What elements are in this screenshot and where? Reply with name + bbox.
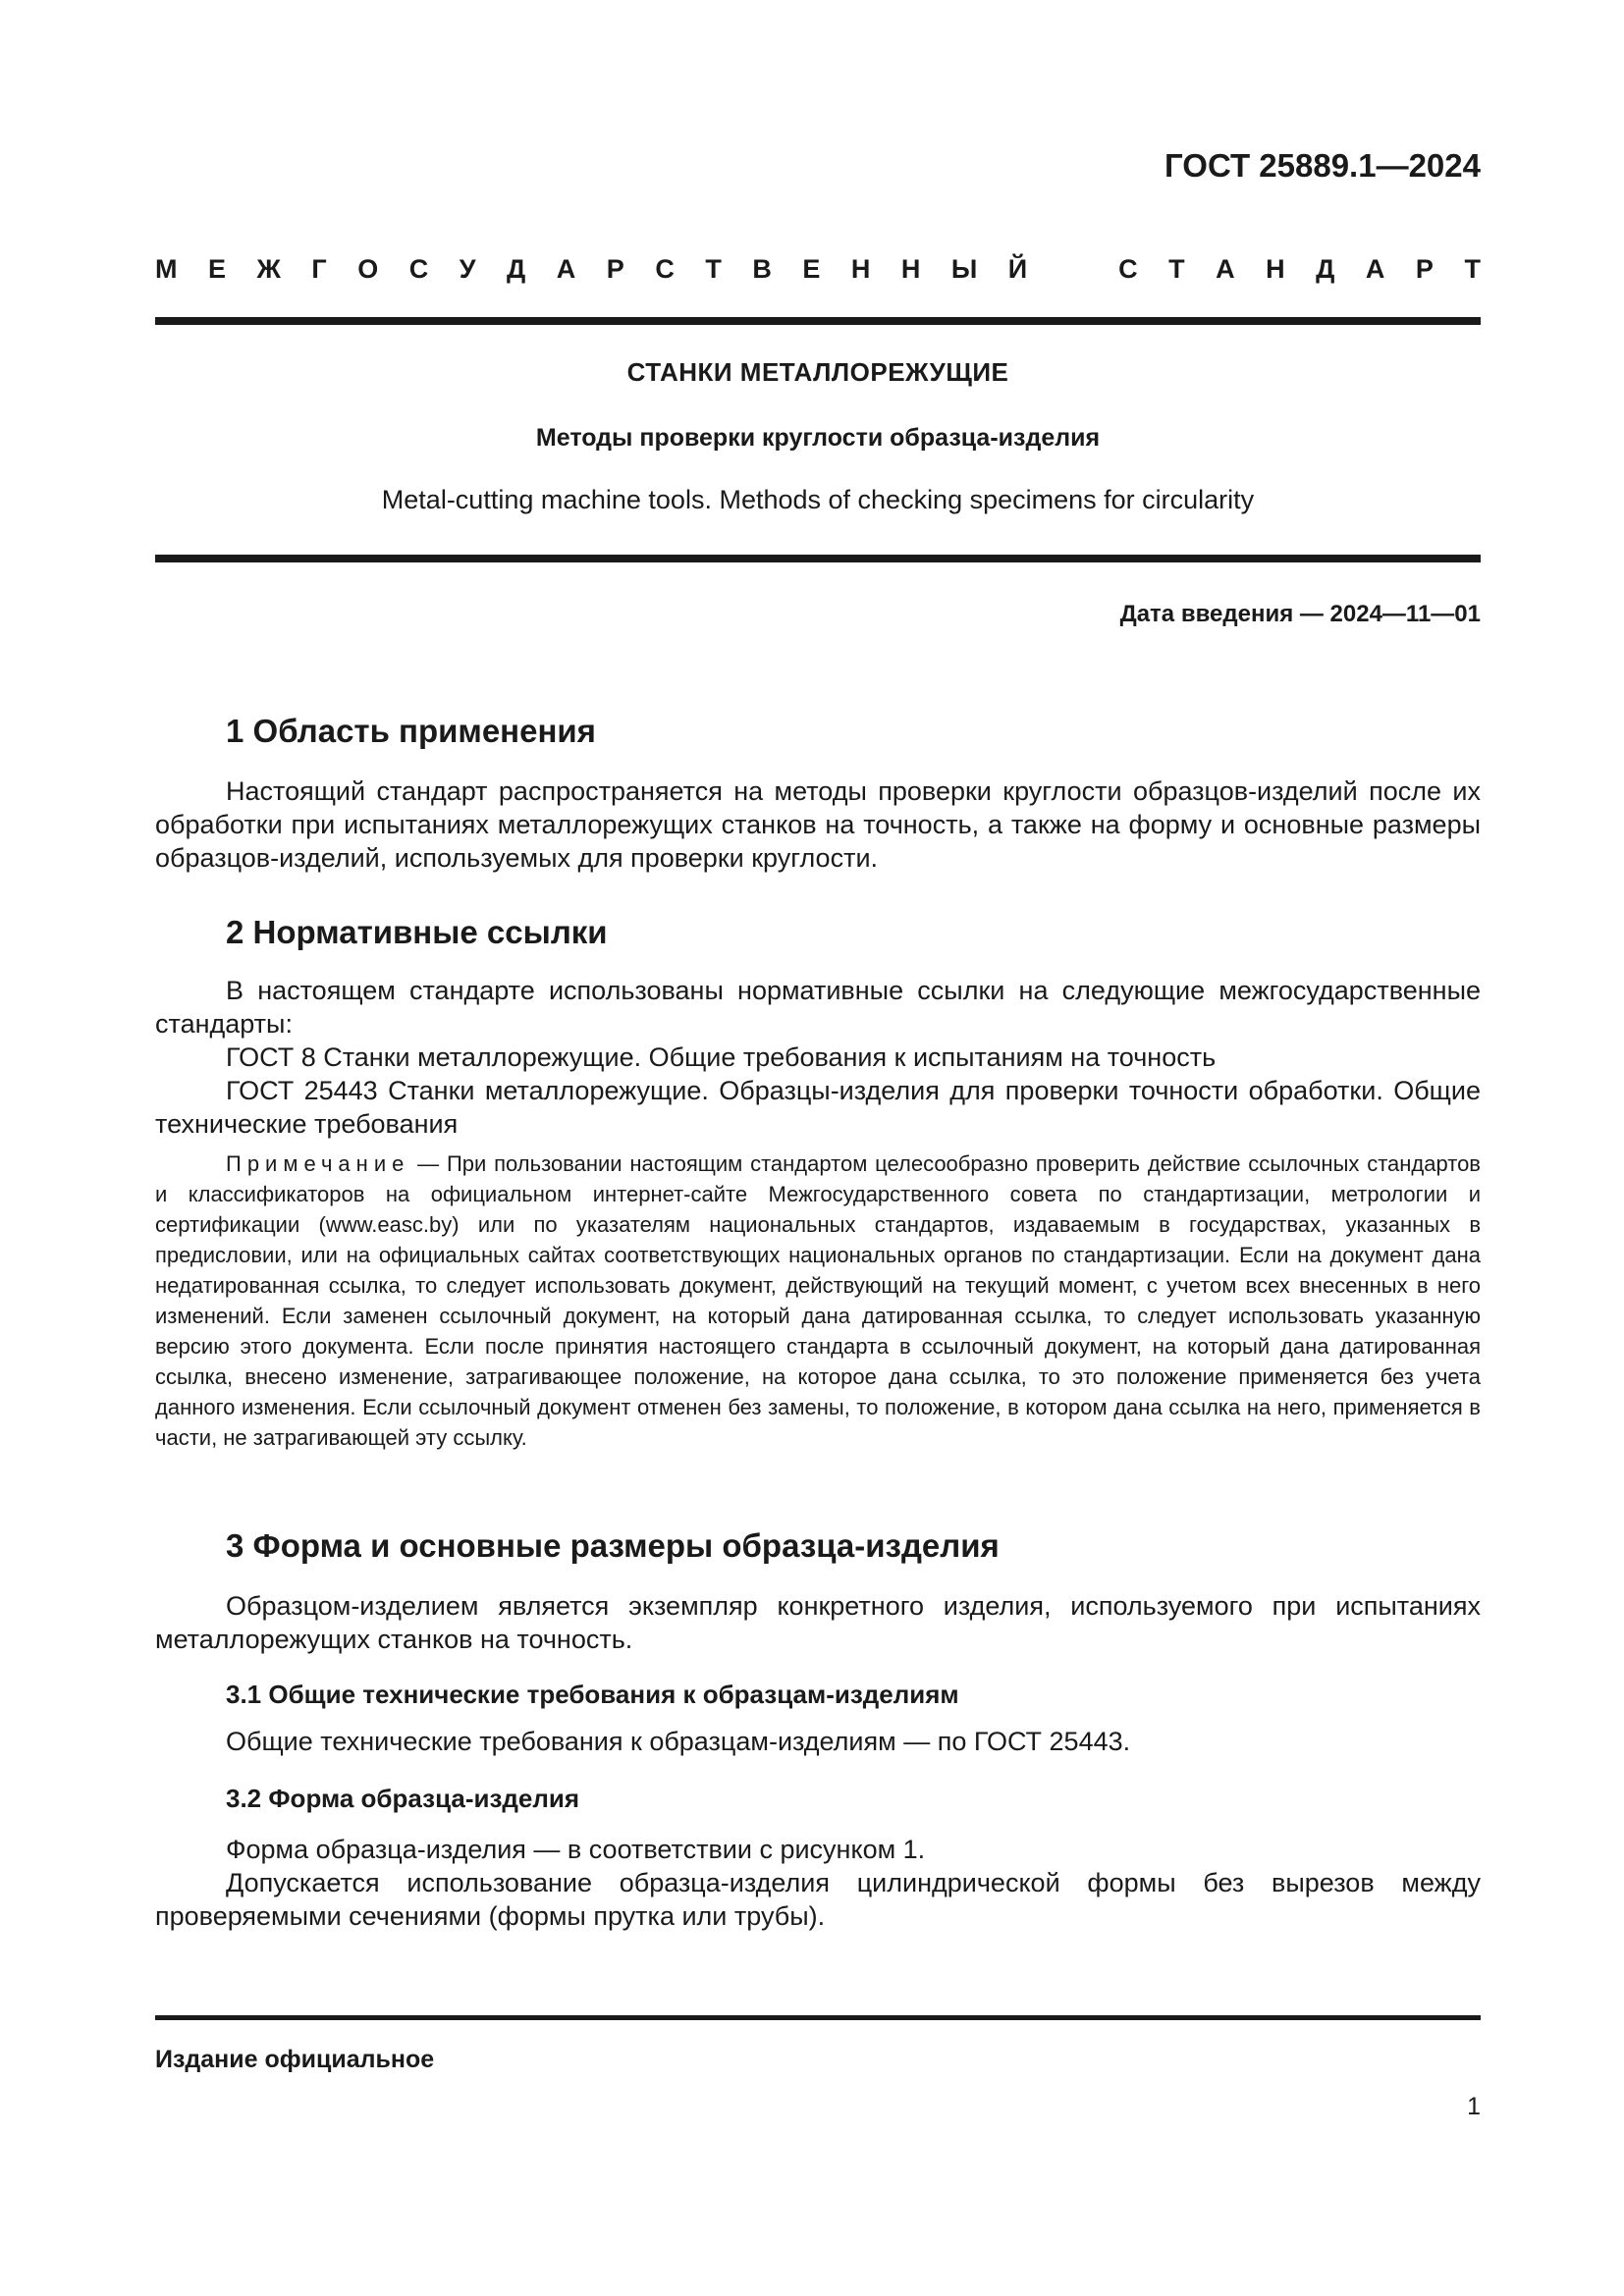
subsection-3-2-paragraph-2: Допускается использование образца-изделия цилиндрической формы без вырезов между проверяемыми сечениями (формы прутка или трубы). [155, 1868, 1481, 1931]
reference-gost-8: ГОСТ 8 Станки металлорежущие. Общие требования к испытаниям на точность [226, 1042, 1217, 1072]
document-title: СТАНКИ МЕТАЛЛОРЕЖУЩИЕ [626, 357, 1009, 387]
banner-letter: А [556, 254, 576, 284]
section-3-paragraph: Образцом-изделием является экземпляр конкретного изделия, используемого при испытаниях металлорежущих станков на точность. [155, 1591, 1481, 1654]
banner-letter: Р [1415, 254, 1434, 284]
title-divider [155, 555, 1481, 562]
banner-letter: М [155, 254, 178, 284]
banner-letter: А [1216, 254, 1235, 284]
banner-letter: Н [850, 254, 871, 284]
section-2-heading: 2 Нормативные ссылки [226, 914, 608, 950]
banner-letter: А [1365, 254, 1385, 284]
banner-letter: У [459, 254, 476, 284]
banner-letter: Р [606, 254, 624, 284]
banner-letter: В [752, 254, 772, 284]
banner-letter: Ы [950, 254, 978, 284]
banner-letter: Н [1266, 254, 1285, 284]
standard-type-banner [155, 254, 1481, 285]
banner-letter: С [655, 254, 675, 284]
subsection-3-1-paragraph: Общие технические требования к образцам-изделиям — по ГОСТ 25443. [226, 1727, 1131, 1756]
banner-letter: Е [208, 254, 227, 284]
subsection-3-1-heading: 3.1 Общие технические требования к образцам-изделиям [226, 1680, 959, 1709]
document-code: ГОСТ 25889.1—2024 [1164, 147, 1481, 184]
section-3-heading: 3 Форма и основные размеры образца-изделия [226, 1527, 1000, 1564]
subsection-3-2-heading: 3.2 Форма образца-изделия [226, 1784, 580, 1813]
banner-letter: Т [705, 254, 722, 284]
section-2-note [155, 1148, 1481, 1453]
document-subtitle: Методы проверки круглости образца-изделия [535, 424, 1101, 452]
official-edition-label: Издание официальное [155, 2046, 435, 2073]
banner-letter: Ж [256, 254, 281, 284]
banner-letter: С [408, 254, 429, 284]
banner-word-gap [1058, 254, 1088, 285]
note-label: Примечание [226, 1151, 410, 1176]
banner-letter: О [357, 254, 379, 284]
section-1-heading: 1 Область применения [226, 713, 596, 749]
page-number: 1 [1467, 2093, 1481, 2120]
subsection-3-2-paragraph: Форма образца-изделия — в соответствии с рисунком 1. [226, 1835, 926, 1864]
banner-letter: Г [311, 254, 327, 284]
top-divider [155, 317, 1481, 325]
note-text: — При пользовании настоящим стандартом целесообразно проверить действие ссылочных стандартов и классификаторов на официальном интернет-сайте Межгосударственного совета по стандартизации, метрологии и сертификации (www.easc.by) или по указателям национальных стандартов, издаваемым в государствах, указанных в предисловии, или на официальных сайтах соответствующих национальных органов по стандартизации. Если на документ дана недатированная ссылка, то следует использовать документ, действующий на текущий момент, с учетом всех внесенных в него изменений. Если заменен ссылочный документ, на который дана датированная ссылка, то следует использовать указанную версию этого документа. Если после принятия настоящего стандарта в ссылочный документ, на который дана датированная ссылка, внесено изменение, затрагивающее положение, на которое дана ссылка, то это положение применяется без учета данного изменения. Если ссылочный документ отменен без замены, то положение, в котором дана ссылка на него, применяется в части, не затрагивающей эту ссылку. [155, 1151, 1481, 1450]
english-title: Metal-cutting machine tools. Methods of checking specimens for circularity [381, 485, 1255, 514]
banner-letter: Т [1464, 254, 1481, 284]
banner-letter: Й [1007, 254, 1028, 284]
banner-letter: С [1118, 254, 1138, 284]
banner-letter: Е [802, 254, 821, 284]
banner-letter: Т [1168, 254, 1185, 284]
section-2-paragraph: В настоящем стандарте использованы нормативные ссылки на следующие межгосударственные стандарты: [155, 976, 1481, 1039]
banner-letter: Н [900, 254, 921, 284]
footer-divider [155, 2015, 1481, 2020]
banner-letter: Д [507, 254, 526, 284]
section-1-paragraph: Настоящий стандарт распространяется на методы проверки круглости образцов-изделий после их обработки при испытаниях металлорежущих станков на точность, а также на форму и основные размеры образцов-изделий, используемых для проверки круглости. [155, 776, 1481, 873]
introduction-date: Дата введения — 2024—11—01 [1119, 601, 1481, 627]
reference-gost-25443: ГОСТ 25443 Станки металлорежущие. Образцы-изделия для проверки точности обработки. Общие технические требования [155, 1076, 1481, 1139]
banner-letter: Д [1316, 254, 1335, 284]
